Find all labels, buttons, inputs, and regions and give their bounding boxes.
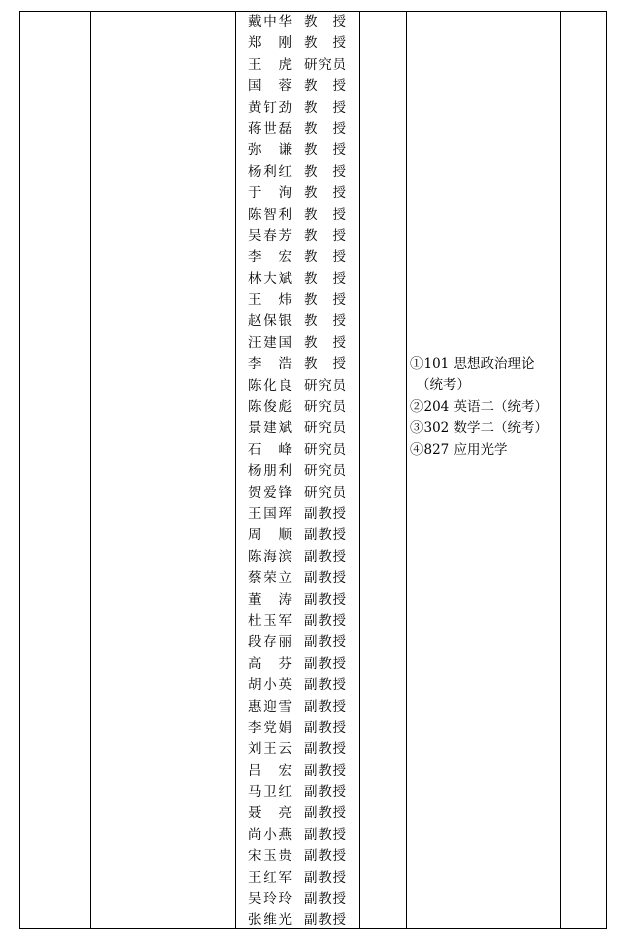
supervisor-name: 蒋世磊	[248, 120, 292, 137]
supervisor-name: 李浩	[248, 356, 292, 373]
supervisor-name: 王炜	[248, 292, 292, 309]
supervisor-title: 教授	[304, 206, 346, 223]
supervisor-name: 吕宏	[248, 762, 292, 779]
supervisor-name: 陈智利	[248, 206, 292, 223]
supervisor-row	[248, 868, 360, 889]
supervisor-row	[248, 803, 360, 824]
supervisor-row	[248, 632, 360, 653]
supervisor-row	[248, 718, 360, 739]
supervisor-title: 教授	[304, 227, 346, 244]
column-divider	[235, 12, 236, 928]
supervisor-row	[248, 590, 360, 611]
supervisor-name: 石峰	[248, 441, 292, 458]
supervisor-title: 教授	[304, 35, 346, 52]
supervisor-row	[248, 98, 360, 119]
supervisor-name: 黄钉劲	[248, 99, 292, 116]
supervisor-name: 高芬	[248, 655, 292, 672]
supervisor-name: 国蓉	[248, 78, 292, 95]
supervisor-name: 吴玲玲	[248, 891, 292, 908]
supervisor-row	[248, 846, 360, 867]
supervisor-title: 副教授	[304, 805, 346, 822]
supervisor-name: 李党娟	[248, 719, 292, 736]
supervisor-title: 副教授	[304, 677, 346, 694]
exam-subjects	[410, 354, 550, 461]
supervisor-title: 教授	[304, 249, 346, 266]
supervisor-name: 刘王云	[248, 741, 292, 758]
exam-subject-note: （统考）	[416, 377, 470, 394]
supervisor-name: 郑刚	[248, 35, 292, 52]
supervisor-name: 董涛	[248, 591, 292, 608]
program-table	[19, 11, 607, 929]
supervisor-row	[248, 162, 360, 183]
supervisor-title: 教授	[304, 163, 346, 180]
supervisor-row	[248, 611, 360, 632]
supervisor-row	[248, 761, 360, 782]
supervisor-name: 贺爱锋	[248, 484, 292, 501]
column-divider	[560, 12, 561, 928]
supervisor-name: 尚小燕	[248, 826, 292, 843]
supervisor-title: 教授	[304, 185, 346, 202]
supervisor-title: 教授	[304, 356, 346, 373]
supervisor-name: 王红军	[248, 869, 292, 886]
supervisor-row	[248, 354, 360, 375]
supervisor-row	[248, 226, 360, 247]
supervisor-name: 张维光	[248, 912, 292, 929]
supervisor-row	[248, 33, 360, 54]
supervisor-row	[248, 525, 360, 546]
supervisor-title: 副教授	[304, 698, 346, 715]
exam-subject-item	[410, 397, 550, 418]
column-divider	[406, 12, 407, 928]
supervisor-row	[248, 140, 360, 161]
supervisor-name: 蔡荣立	[248, 570, 292, 587]
supervisor-title: 副教授	[304, 891, 346, 908]
exam-subject-text: ①101 思想政治理论	[410, 356, 535, 372]
supervisor-row	[248, 739, 360, 760]
supervisor-name: 段存丽	[248, 634, 292, 651]
supervisor-row	[248, 119, 360, 140]
supervisor-title: 教授	[304, 78, 346, 95]
supervisor-list	[248, 12, 360, 932]
supervisor-title: 教授	[304, 120, 346, 137]
supervisor-name: 弥谦	[248, 142, 292, 159]
supervisor-name: 杨利红	[248, 163, 292, 180]
supervisor-row	[248, 568, 360, 589]
supervisor-title: 教授	[304, 14, 346, 30]
exam-subject-text: ④827 应用光学	[410, 441, 508, 458]
supervisor-row	[248, 397, 360, 418]
supervisor-title: 副教授	[304, 912, 346, 929]
supervisor-row	[248, 825, 360, 846]
supervisor-title: 研究员	[304, 420, 346, 437]
supervisor-row	[248, 55, 360, 76]
supervisor-name: 惠迎雪	[248, 698, 292, 715]
supervisor-title: 教授	[304, 334, 346, 351]
supervisor-name: 胡小英	[248, 677, 292, 694]
supervisor-title: 研究员	[304, 463, 346, 480]
supervisor-row	[248, 461, 360, 482]
exam-subject-item	[410, 418, 550, 439]
supervisor-row	[248, 12, 360, 33]
supervisor-title: 副教授	[304, 741, 346, 758]
supervisor-title: 教授	[304, 292, 346, 309]
supervisor-title: 副教授	[304, 505, 346, 522]
supervisor-title: 副教授	[304, 548, 346, 565]
supervisor-name: 马卫红	[248, 784, 292, 801]
exam-subject-item	[410, 440, 550, 461]
exam-subject-text: ③302 数学二（统考）	[410, 420, 549, 437]
supervisor-row	[248, 889, 360, 910]
supervisor-title: 教授	[304, 99, 346, 116]
supervisor-name: 赵保银	[248, 313, 292, 330]
supervisor-name: 王虎	[248, 56, 292, 73]
supervisor-title: 副教授	[304, 784, 346, 801]
supervisor-name: 汪建国	[248, 334, 292, 351]
supervisor-name: 杨朋利	[248, 463, 292, 480]
supervisor-title: 副教授	[304, 570, 346, 587]
supervisor-name: 吴春芳	[248, 227, 292, 244]
supervisor-title: 研究员	[304, 399, 346, 416]
supervisor-title: 副教授	[304, 826, 346, 843]
supervisor-row	[248, 269, 360, 290]
supervisor-name: 于洵	[248, 185, 292, 202]
supervisor-row	[248, 440, 360, 461]
supervisor-name: 聂亮	[248, 805, 292, 822]
supervisor-row	[248, 697, 360, 718]
supervisor-title: 研究员	[304, 484, 346, 501]
supervisor-name: 林大斌	[248, 270, 292, 287]
supervisor-title: 副教授	[304, 655, 346, 672]
supervisor-title: 研究员	[304, 441, 346, 458]
supervisor-name: 李宏	[248, 249, 292, 266]
supervisor-title: 副教授	[304, 612, 346, 629]
supervisor-name: 王国珲	[248, 505, 292, 522]
supervisor-name: 陈化良	[248, 377, 292, 394]
supervisor-name: 周顺	[248, 527, 292, 544]
supervisor-title: 教授	[304, 142, 346, 159]
supervisor-name: 杜玉军	[248, 612, 292, 629]
supervisor-title: 副教授	[304, 591, 346, 608]
supervisor-row	[248, 504, 360, 525]
supervisor-title: 副教授	[304, 869, 346, 886]
supervisor-row	[248, 247, 360, 268]
supervisor-row	[248, 675, 360, 696]
supervisor-row	[248, 654, 360, 675]
supervisor-title: 副教授	[304, 719, 346, 736]
supervisor-row	[248, 782, 360, 803]
supervisor-row	[248, 483, 360, 504]
supervisor-row	[248, 183, 360, 204]
supervisor-row	[248, 76, 360, 97]
supervisor-title: 副教授	[304, 634, 346, 651]
supervisor-row	[248, 376, 360, 397]
supervisor-row	[248, 333, 360, 354]
supervisor-title: 研究员	[304, 56, 346, 73]
supervisor-row	[248, 205, 360, 226]
supervisor-name: 陈海滨	[248, 548, 292, 565]
supervisor-name: 宋玉贵	[248, 848, 292, 865]
supervisor-title: 教授	[304, 270, 346, 287]
supervisor-name: 戴中华	[248, 14, 292, 30]
supervisor-row	[248, 290, 360, 311]
supervisor-title: 副教授	[304, 762, 346, 779]
supervisor-title: 教授	[304, 313, 346, 330]
supervisor-name: 景建斌	[248, 420, 292, 437]
supervisor-row	[248, 311, 360, 332]
supervisor-name: 陈俊彪	[248, 399, 292, 416]
supervisor-row	[248, 910, 360, 931]
supervisor-title: 研究员	[304, 377, 346, 394]
column-divider	[90, 12, 91, 928]
exam-subject-text: ②204 英语二（统考）	[410, 398, 549, 415]
supervisor-title: 副教授	[304, 527, 346, 544]
supervisor-title: 副教授	[304, 848, 346, 865]
supervisor-row	[248, 418, 360, 439]
exam-subject-item	[410, 354, 550, 397]
supervisor-row	[248, 547, 360, 568]
